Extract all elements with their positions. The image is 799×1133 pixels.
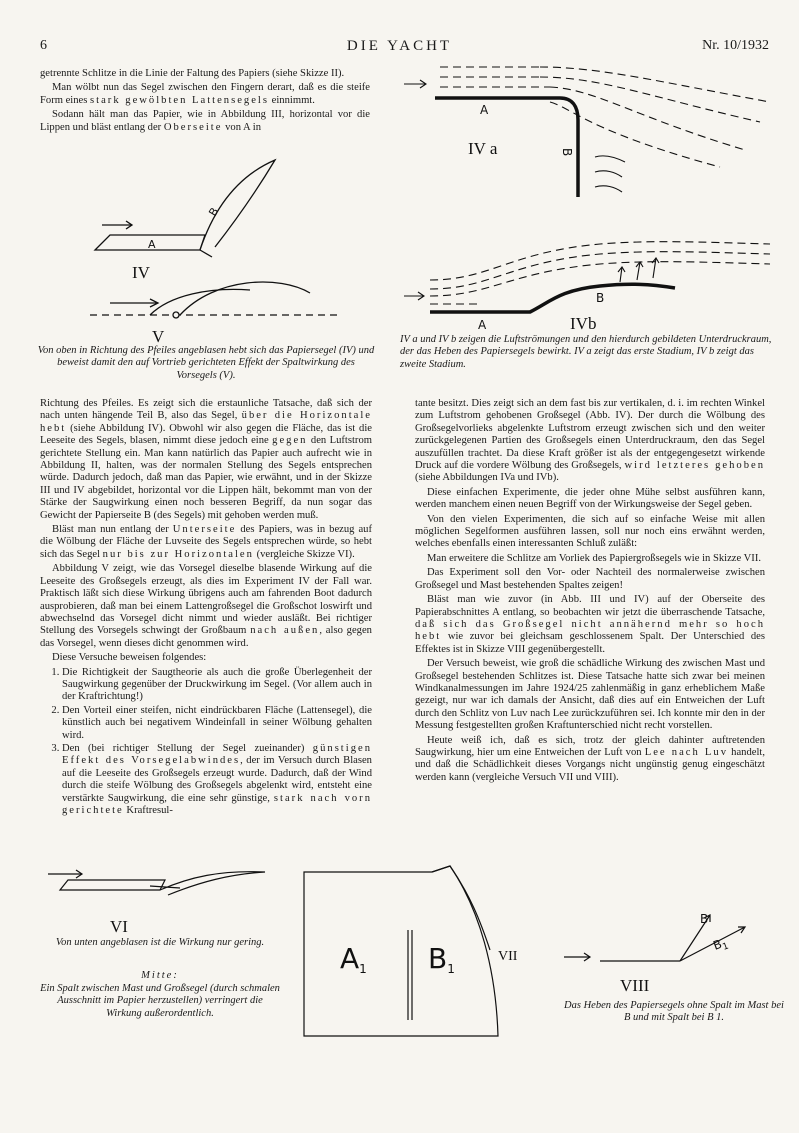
roman-viii: VIII bbox=[620, 976, 650, 995]
label-a: A bbox=[148, 238, 156, 251]
label-a: A bbox=[480, 103, 489, 117]
figure-vi-caption: Von unten angeblasen ist die Wirkung nur gering. bbox=[55, 937, 265, 948]
figure-ivb bbox=[400, 232, 780, 332]
roman-ivb: IVb bbox=[570, 314, 597, 332]
paragraph: Das Experiment soll den Vor- oder Nachteil des normalerweise zwischen Großsegel und Mast bestehenden Spaltes zeigen! bbox=[415, 567, 765, 591]
label-b: B bbox=[560, 148, 574, 157]
paragraph: Abbildung V zeigt, wie das Vorsegel dieselbe blasende Wirkung auf die Leeseite des Großsegels erzeugt, als dies im Experiment IV der Fall war. Praktisch läßt sich diese Wirkung übrigens auch am fahrenden Boot dadurch ausprobieren, daß man bei einem Lattengroßsegel die Großschot loswirft und abwechselnd das Vorsegel dicht nimmt und wieder ausläßt. Bei richtiger Stellung des Vorsegels schwingt der Großbaum nach außen, also gegen das Vorsegel, wenn dieses dicht genommen wird. bbox=[40, 563, 372, 649]
figure-iva bbox=[400, 62, 780, 212]
figure-ivab-caption: IV a und IV b zeigen die Luftströmungen und den hierdurch gebildeten Unterdruckraum, der das Heben des Papiersegels bewirkt. IV a zeigt das erste Stadium, IV b zeigt das zweite Stadium. bbox=[400, 334, 772, 370]
paragraph: Bläst man nun entlang der Unterseite des Papiers, was in bezug auf die Wölbung der Fläche der Luvseite des Segels entsprechen würde, so hebt sich das Segel nur bis zur Horizontalen (vergleiche Skizze VI). bbox=[40, 524, 373, 560]
paragraph: Diese einfachen Experimente, die jeder ohne Mühe selbst ausführen kann, werden manchem einen neuen Begriff von der Wirkungsweise der Segel geben. bbox=[415, 486, 765, 511]
left-top-text bbox=[40, 68, 370, 136]
figure-vii-caption: Ein Spalt zwischen Mast und Großsegel (durch schmalen Ausschnitt im Papier herzustellen) verringert die Wirkung außerordentlich. bbox=[40, 983, 280, 1019]
figure-iv-v bbox=[40, 145, 380, 345]
label-b: B bbox=[206, 205, 222, 219]
label-b: B bbox=[700, 912, 709, 926]
roman-vi: VI bbox=[110, 917, 128, 936]
paragraph: Man wölbt nun das Segel zwischen den Fingern derart, daß es die steife Form eines stark gewölbten Lattensegels einnimmt. bbox=[40, 82, 370, 106]
label-b: B bbox=[596, 291, 605, 305]
figure-viii bbox=[560, 905, 785, 1000]
mitte-label: Mitte: bbox=[141, 970, 179, 981]
figure-vii bbox=[300, 860, 530, 1042]
roman-vii: VII bbox=[498, 949, 518, 964]
issue-number: Nr. 10/1932 bbox=[702, 38, 769, 53]
list-item: 3. Den (bei richtiger Stellung der Segel zueinander) günstigen Effekt des Vorsegelabwindes, der im Versuch durch Blasen auf die Leeseite des Großsegels erzeugt wurde. Dadurch, daß der Wind durch die steife Wölbung des Großsegels abgelenkt wird, entsteht eine verstärkte Saugwirkung, die eine sehr günstige, stark nach vorn gerichtete Kraftresul- bbox=[62, 743, 372, 817]
list-item: 1. Die Richtigkeit der Saugtheorie als auch die große Überlegenheit der Saugwirkung gegenüber der Druckwirkung im Segel. (Vor allem auch in der Kraftrichtung!) bbox=[62, 667, 372, 704]
roman-iv: IV bbox=[132, 263, 150, 282]
label-a1: A1 bbox=[340, 942, 367, 976]
paragraph: Diese Versuche beweisen folgendes: bbox=[52, 652, 207, 664]
figure-viii-caption: Das Heben des Papiersegels ohne Spalt im Mast bei B und mit Spalt bei B 1. bbox=[564, 1000, 784, 1024]
paragraph: Von den vielen Experimenten, die sich auf so einfache Weise mit allen möglichen Segelformen ausführen lassen, soll nur noch eins erwähnt werden, welches ebenfalls einen interessanten Schluß zuläßt: bbox=[415, 513, 765, 550]
left-column bbox=[40, 398, 372, 818]
label-b1: $B_1$ bbox=[711, 936, 731, 953]
magazine-title: DIE YACHT bbox=[346, 38, 453, 54]
paragraph: tante besitzt. Dies zeigt sich an dem fast bis zur vertikalen, d. i. im rechten Winkel zum Luftstrom gehobenen Großsegel (Abb. IV). Der durch die Wölbung des Großsegelvorlieks abgelenkte Luftstrom erzeugt zwischen sich und den weiter zurückgelegenen Partien des Großsegels einen Unterdruckraum, den das Segel auszufüllen trachtet. Da diese Kraft größer ist als der entgegengesetzt wirkende Druck auf die vordere Wölbung des Großsegels, wird letzteres gehoben (siehe Abbildungen IVa und IVb). bbox=[415, 398, 765, 484]
paragraph: Heute weiß ich, daß es sich, trotz der gleich dahinter auftretenden Saugwirkung, hier um eine Entweichen der Luft von Lee nach Luv handelt, und daß die Schädlichkeit dieses Vorgangs nicht ungünstig genug eingeschätzt werden kann (vergleiche Versuch VII und VIII). bbox=[415, 734, 765, 783]
page-number: 6 bbox=[40, 38, 47, 53]
figure-iv-caption: Von oben in Richtung des Pfeiles angeblasen hebt sich das Papiersegel (IV) und beweist damit den auf Vortrieb gerichteten Effekt der Spaltwirkung des Vorsegels (V). bbox=[37, 345, 375, 381]
right-column bbox=[415, 398, 765, 786]
paragraph: Sodann hält man das Papier, wie in Abbildung III, horizontal vor die Lippen und bläst entlang der Oberseite von A in bbox=[40, 109, 370, 133]
paragraph: Bläst man wie zuvor (in Abb. III und IV) auf der Oberseite des Papierabschnittes A entlang, so beobachten wir jetzt die überraschende Tatsache, daß sich das Großsegel nicht annähernd mehr so hoch hebt wie zuvor bei gleichsam geschlossenem Spalt. Der Unterschied des Effektes ist in Skizze VIII gegenübergestellt. bbox=[415, 594, 765, 655]
paragraph: getrennte Schlitze in die Linie der Faltung des Papiers (siehe Skizze II). bbox=[40, 68, 345, 79]
roman-iva: IV a bbox=[468, 139, 498, 158]
label-b1: B1 bbox=[428, 942, 455, 976]
findings-list bbox=[40, 667, 372, 818]
figure-vi bbox=[40, 862, 300, 937]
roman-v: V bbox=[152, 327, 165, 345]
paragraph: Richtung des Pfeiles. Es zeigt sich die erstaunliche Tatsache, daß sich der nach unten hängende Teil B, also das Segel, über die Horizontale hebt (siehe Abbildung IV). Obwohl wir also gegen die Fläche, das ist die Leeseite des Segels, blasen, nimmt diese jedoch eine gegen den Luftstrom gerichtete Stellung ein. Man kann natürlich das Papier auch aufrecht wie in Abbildung II, halten, was der normalen Stellung des Segels entsprechen würde. Dadurch jedoch, daß man das Papier, wie erwähnt, und in der Skizze III und IV abgebildet, horizontal vor die Lippen hält, bekommt man von der Stärke der Saugwirkung einen noch besseren Begriff, da nun sogar das Gewicht der Papierseite B (des Segels) mit gehoben werden muß. bbox=[40, 398, 372, 521]
paragraph: Man erweitere die Schlitze am Vorliek des Papiergroßsegels wie in Skizze VII. bbox=[427, 552, 762, 564]
label-a: A bbox=[478, 318, 487, 332]
paragraph: Der Versuch beweist, wie groß die schädliche Wirkung des zwischen Mast und Großsegel bestehenden Schlitzes ist. Diese Tatsache hatte sich zwar bei meinen Windkanalmessungen im Jahre 1924/25 zahlenmäßig in ganz erheblichem Maße gezeigt, nur war ich damals der Ansicht, daß dies auf ein Entweichen der Luft durch den Schlitz von Luv nach Lee zurückzuführen sei. Ich konnte mir den in der Messung festgestellten großen Kraftunterschied nicht recht vorstellen. bbox=[415, 658, 765, 732]
list-item: 2. Den Vorteil einer steifen, nicht eindrückbaren Fläche (Lattensegel), die künstlich auch bei negativem Windeinfall in seiner Wölbung gehalten wird. bbox=[62, 705, 372, 742]
